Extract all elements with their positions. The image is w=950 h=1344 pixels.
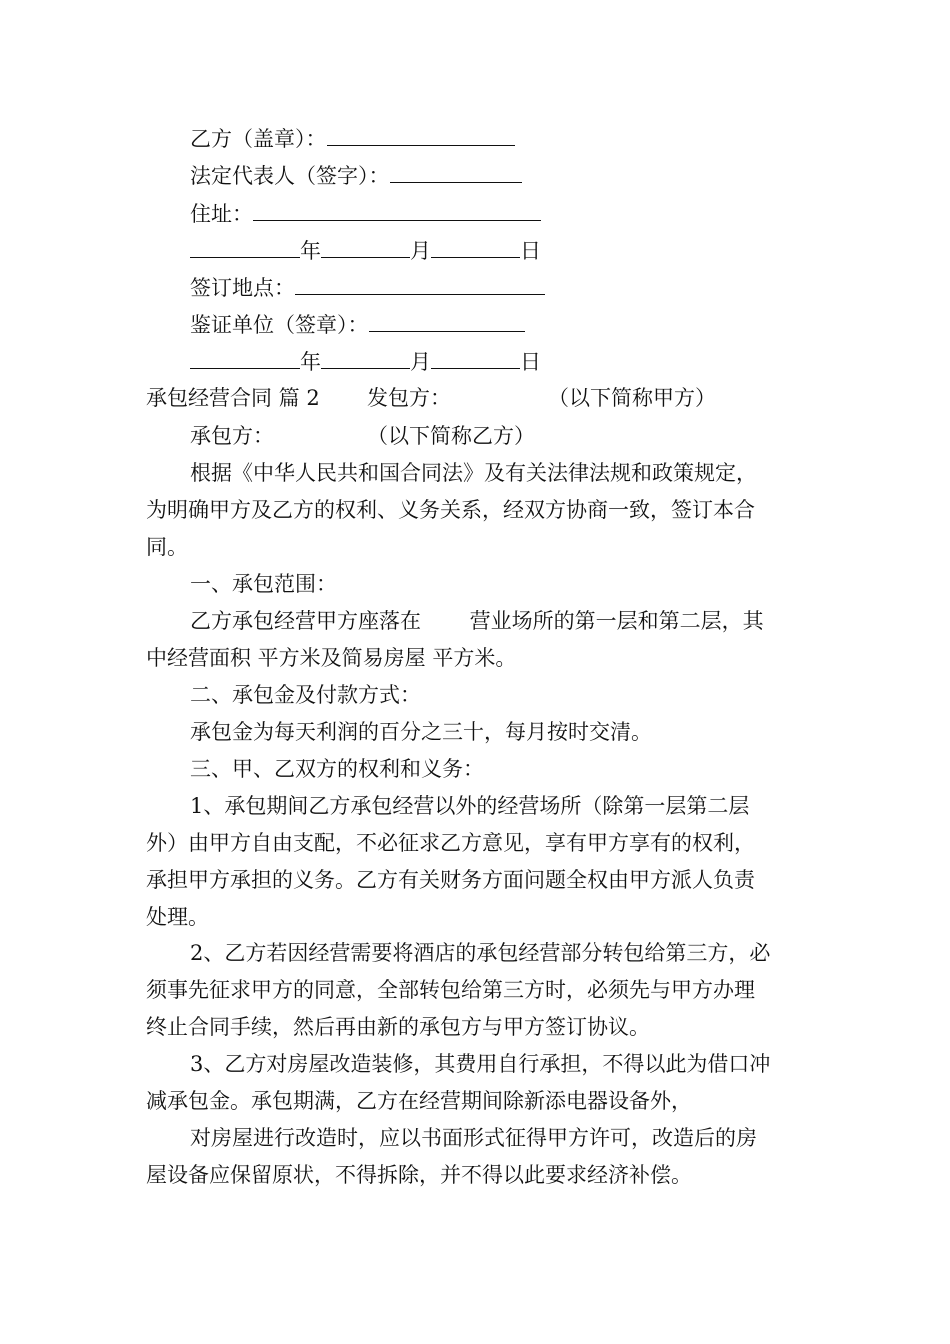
preamble-line: 根据《中华人民共和国合同法》及有关法律法规和政策规定， [190,461,757,485]
address-line [190,200,541,226]
blank-underline [369,311,525,332]
blank-underline [321,348,410,369]
date-line-2 [190,348,541,374]
section-heading: 一、承包范围： [190,572,337,596]
date-line [190,237,541,263]
year-label: 年 [300,350,321,374]
body-line: 对房屋进行改造时，应以书面形式征得甲方许可，改造后的房 [190,1126,757,1150]
blank-underline [190,348,300,369]
sign-place-label: 签订地点： [190,276,295,300]
verify-unit-label: 鉴证单位（签章）： [190,313,369,337]
preamble-line: 为明确甲方及乙方的权利、义务关系，经双方协商一致，签订本合 [146,498,755,522]
month-label: 月 [410,350,431,374]
blank-underline [390,162,522,183]
blank-underline [431,348,520,369]
party-b-seal-label: 乙方（盖章）： [190,127,327,151]
body-line: 减承包金。承包期满，乙方在经营期间除新添电器设备外， [146,1089,692,1113]
body-line: 1、承包期间乙方承包经营以外的经营场所（除第一层第二层 [190,794,750,818]
contractor-note: （以下简称乙方） [367,424,535,448]
verify-unit-line [190,311,525,337]
body-line: 须事先征求甲方的同意，全部转包给第三方时，必须先与甲方办理 [146,978,755,1002]
body-line: 处理。 [146,905,209,929]
blank-underline [190,237,300,258]
body-line: 终止合同手续，然后再由新的承包方与甲方签订协议。 [146,1015,650,1039]
issuer-label: 发包方： [367,386,451,410]
issuer-note: （以下简称甲方） [548,386,716,410]
blank-underline [321,237,410,258]
party-b-seal-line [190,125,515,151]
preamble-line: 同。 [146,535,188,559]
blank-underline [327,125,515,146]
blank-underline [253,200,541,221]
contractor-label: 承包方： [190,424,274,448]
body-line: 2、乙方若因经营需要将酒店的承包经营部分转包给第三方，必 [190,941,771,965]
blank-underline [431,237,520,258]
legal-rep-label: 法定代表人（签字）： [190,164,390,188]
body-line: 乙方承包经营甲方座落在 营业场所的第一层和第二层，其 [190,609,764,633]
day-label: 日 [520,350,541,374]
day-label: 日 [520,239,541,263]
body-line: 3、乙方对房屋改造装修，其费用自行承担，不得以此为借口冲 [190,1052,771,1076]
body-line: 承担甲方承担的义务。乙方有关财务方面问题全权由甲方派人负责 [146,868,755,892]
body-line: 外）由甲方自由支配，不必征求乙方意见，享有甲方享有的权利， [146,831,755,855]
section-heading: 三、甲、乙双方的权利和义务： [190,757,484,781]
year-label: 年 [300,239,321,263]
sign-place-line [190,274,545,300]
body-line: 承包金为每天利润的百分之三十，每月按时交清。 [190,720,652,744]
body-line: 屋设备应保留原状，不得拆除，并不得以此要求经济补偿。 [146,1163,692,1187]
address-label: 住址： [190,202,253,226]
blank-underline [295,274,545,295]
contract-title-line [146,386,320,410]
contract-title: 承包经营合同 篇 2 [146,386,320,410]
legal-rep-line [190,162,522,188]
body-line: 中经营面积 平方米及简易房屋 平方米。 [146,646,517,670]
month-label: 月 [410,239,431,263]
section-heading: 二、承包金及付款方式： [190,683,421,707]
